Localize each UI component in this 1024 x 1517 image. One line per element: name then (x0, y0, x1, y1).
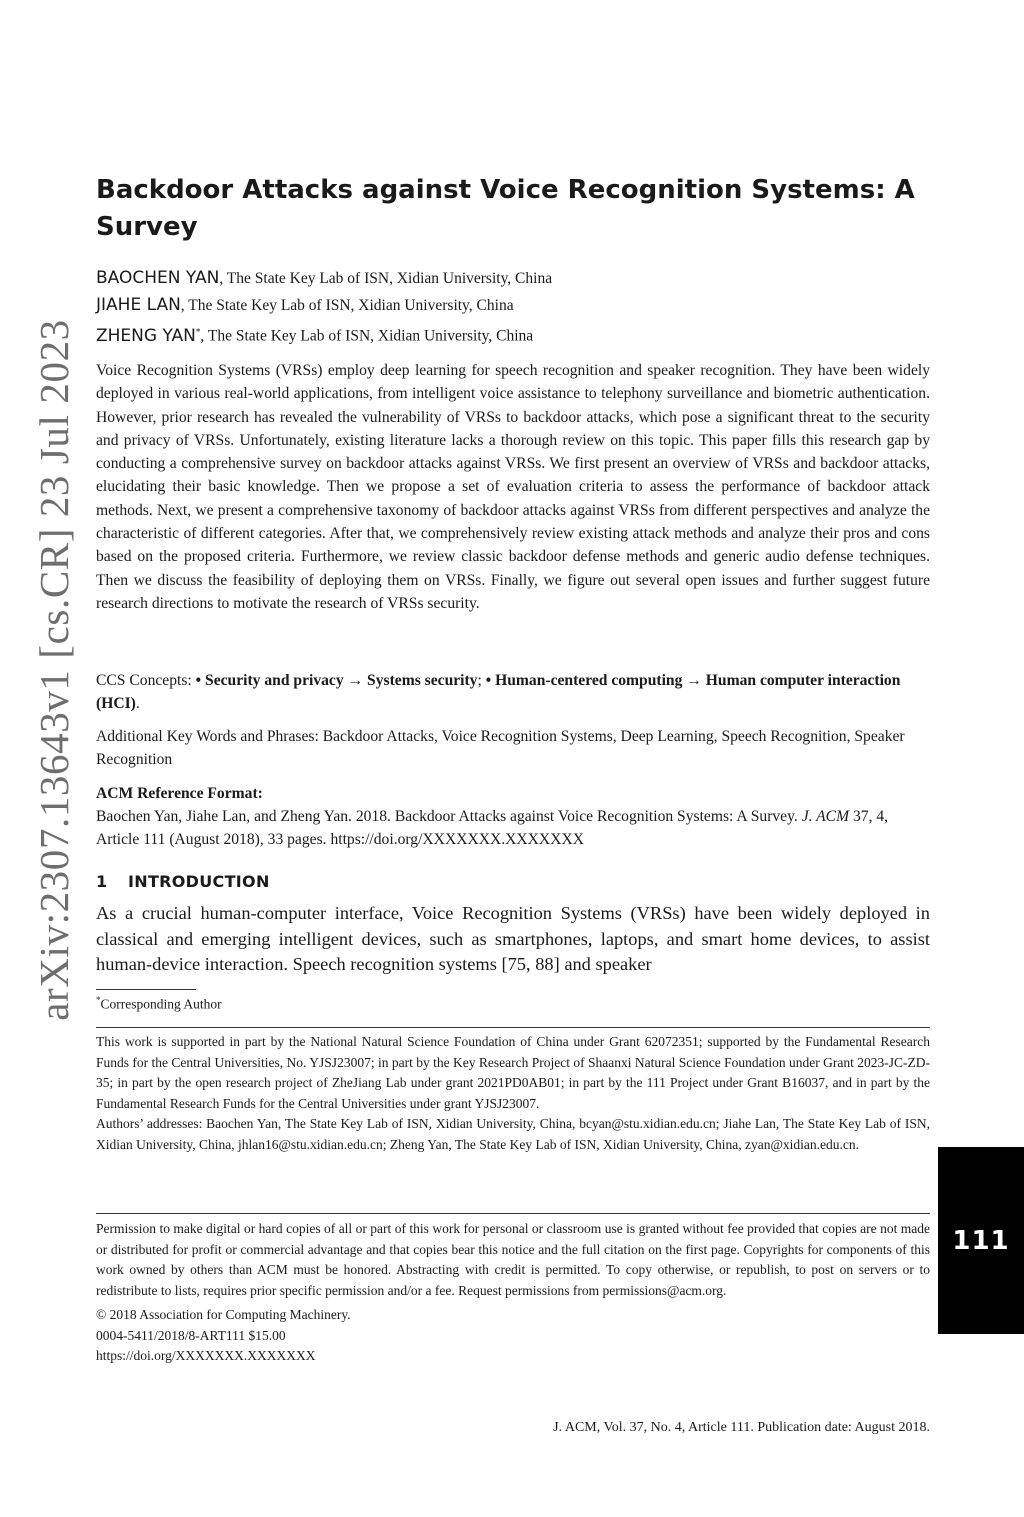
footnote (96, 995, 222, 1013)
acm-reference-citation: Baochen Yan, Jiahe Lan, and Zheng Yan. 2018. Backdoor Attacks against Voice Recognition Systems: A Survey. (96, 808, 798, 825)
author-name: ZHENG YAN* (96, 325, 201, 346)
section-title: INTRODUCTION (128, 872, 270, 891)
paper-title: Backdoor Attacks against Voice Recognition Systems: A Survey (96, 175, 915, 242)
author-addresses: Authors’ addresses: Baochen Yan, The State Key Lab of ISN, Xidian University, China, bcyan@stu.xidian.edu.cn; Jiahe Lan, The State Key Lab of ISN, Xidian University, China, jhlan16@stu.xidian.edu.cn; Zheng Yan, The State Key Lab of ISN, Xidian University, China, zyan@xidian.edu.cn. (96, 1116, 930, 1152)
copyright-line: © 2018 Association for Computing Machinery. (96, 1307, 351, 1322)
ccs-concept: Systems security (367, 672, 478, 689)
funding-block (96, 1032, 930, 1155)
author-name: JIAHE LAN (96, 295, 181, 315)
ccs-label: CCS Concepts: (96, 672, 192, 689)
keywords-label: Additional Key Words and Phrases: (96, 728, 319, 745)
keywords-text: Backdoor Attacks, Voice Recognition Systems, Deep Learning, Speech Recognition, Speaker Recognition (96, 728, 905, 769)
abstract (96, 359, 930, 615)
keywords (96, 725, 930, 772)
corresponding-marker: * (195, 327, 201, 337)
acm-reference-format (96, 783, 930, 851)
acm-reference-details: 37, 4, Article 111 (August 2018), 33 pages. https://doi.org/XXXXXXX.XXXXXXX (96, 808, 889, 848)
divider (96, 1213, 930, 1214)
section-introduction (96, 872, 930, 978)
acm-reference-label: ACM Reference Format: (96, 785, 263, 802)
funding-text: This work is supported in part by the National Natural Science Foundation of China under Grant 62072351; supported by the Fundamental Research Funds for the Central Universities, No. YJSJ23007; in part by the Key Research Project of Shaanxi Natural Science Foundation under Grant 2023-JC-ZD-35; in part by the open research project of ZheJiang Lab under grant 2021PD0AB01; in part by the 111 Project under Grant B16037, and in part by the Fundamental Research Funds for the Central Universities under grant YJSJ23007. (96, 1034, 930, 1111)
author-entry: JIAHE LAN, The State Key Lab of ISN, Xidian University, China (96, 295, 514, 315)
page-number: 111 (952, 1225, 1010, 1256)
author-entry: BAOCHEN YAN, The State Key Lab of ISN, Xidian University, China (96, 268, 553, 288)
section-number: 1 (96, 872, 108, 891)
page-number-tab (938, 1147, 1024, 1334)
footnote-rule (96, 989, 196, 990)
issn-line: 0004-5411/2018/8-ART111 $15.00 (96, 1327, 286, 1343)
author-name: BAOCHEN YAN (96, 268, 220, 288)
permission-block (96, 1219, 930, 1367)
footnote-marker: * (96, 995, 101, 1005)
ccs-concept: Human-centered computing (495, 672, 683, 689)
ccs-concepts: CCS Concepts: • Security and privacy → Systems security; • Human-centered computing → Human computer interaction (HCI). (96, 672, 901, 713)
author-affiliation: The State Key Lab of ISN, Xidian University, China (207, 327, 534, 345)
author-list (96, 265, 930, 350)
abstract-text: Voice Recognition Systems (VRSs) employ deep learning for speech recognition and speaker recognition. They have been widely deployed in various real-world applications, from intelligent voice assistance to telephony surveillance and biometric authentication. However, prior research has revealed the vulnerability of VRSs to backdoor attacks, which pose a significant threat to the security and privacy of VRSs. Unfortunately, existing literature lacks a thorough review on this topic. This paper fills this research gap by conducting a comprehensive survey on backdoor attacks against VRSs. We first present an overview of VRSs and backdoor attacks, elucidating their basic knowledge. Then we propose a set of evaluation criteria to assess the performance of backdoor attack methods. Next, we present a comprehensive taxonomy of backdoor attacks against VRSs from different perspectives and analyze the characteristic of different categories. After that, we comprehensively review existing attack methods and analyze their pros and cons based on the proposed criteria. Furthermore, we review classic backdoor defense methods and generic audio defense techniques. Then we discuss the feasibility of deploying them on VRSs. Finally, we figure out several open issues and further suggest future research directions to motivate the research of VRSs security. (96, 362, 930, 612)
author-affiliation: The State Key Lab of ISN, Xidian University, China (188, 297, 514, 314)
journal-name: J. ACM (801, 808, 850, 825)
ccs-concept: Human computer interaction (HCI) (96, 672, 901, 713)
divider (96, 1027, 930, 1028)
running-footer: J. ACM, Vol. 37, No. 4, Article 111. Publication date: August 2018. (553, 1420, 930, 1435)
section-heading (96, 872, 930, 891)
permission-text: Permission to make digital or hard copies of all or part of this work for personal or classroom use is granted without fee provided that copies are not made or distributed for profit or commercial advantage and that copies bear this notice and the full citation on the first page. Copyrights for components of this work owned by others than ACM must be honored. Abstracting with credit is permitted. To copy otherwise, or republish, to post on servers or to redistribute to lists, requires prior specific permission and/or a fee. Request permissions from permissions@acm.org. (96, 1221, 930, 1298)
arxiv-sidebar-stamp (30, 310, 78, 1030)
body-paragraph: As a crucial human-computer interface, Voice Recognition Systems (VRSs) have been widely deployed in classical and emerging intelligent devices, such as smartphones, laptops, and smart home devices, to assist human-device interaction. Speech recognition systems [75, 88] and speaker (96, 903, 930, 974)
ccs-concept: Security and privacy (205, 672, 344, 689)
footnote-text: Corresponding Author (100, 996, 222, 1012)
author-entry: ZHENG YAN*, The State Key Lab of ISN, Xidian University, China (96, 325, 534, 346)
doi-link[interactable]: https://doi.org/XXXXXXX.XXXXXXX (96, 1348, 316, 1363)
arxiv-identifier: arXiv:2307.13643v1 [cs.CR] 23 Jul 2023 (31, 319, 77, 1021)
author-affiliation: The State Key Lab of ISN, Xidian University, China (226, 270, 553, 287)
